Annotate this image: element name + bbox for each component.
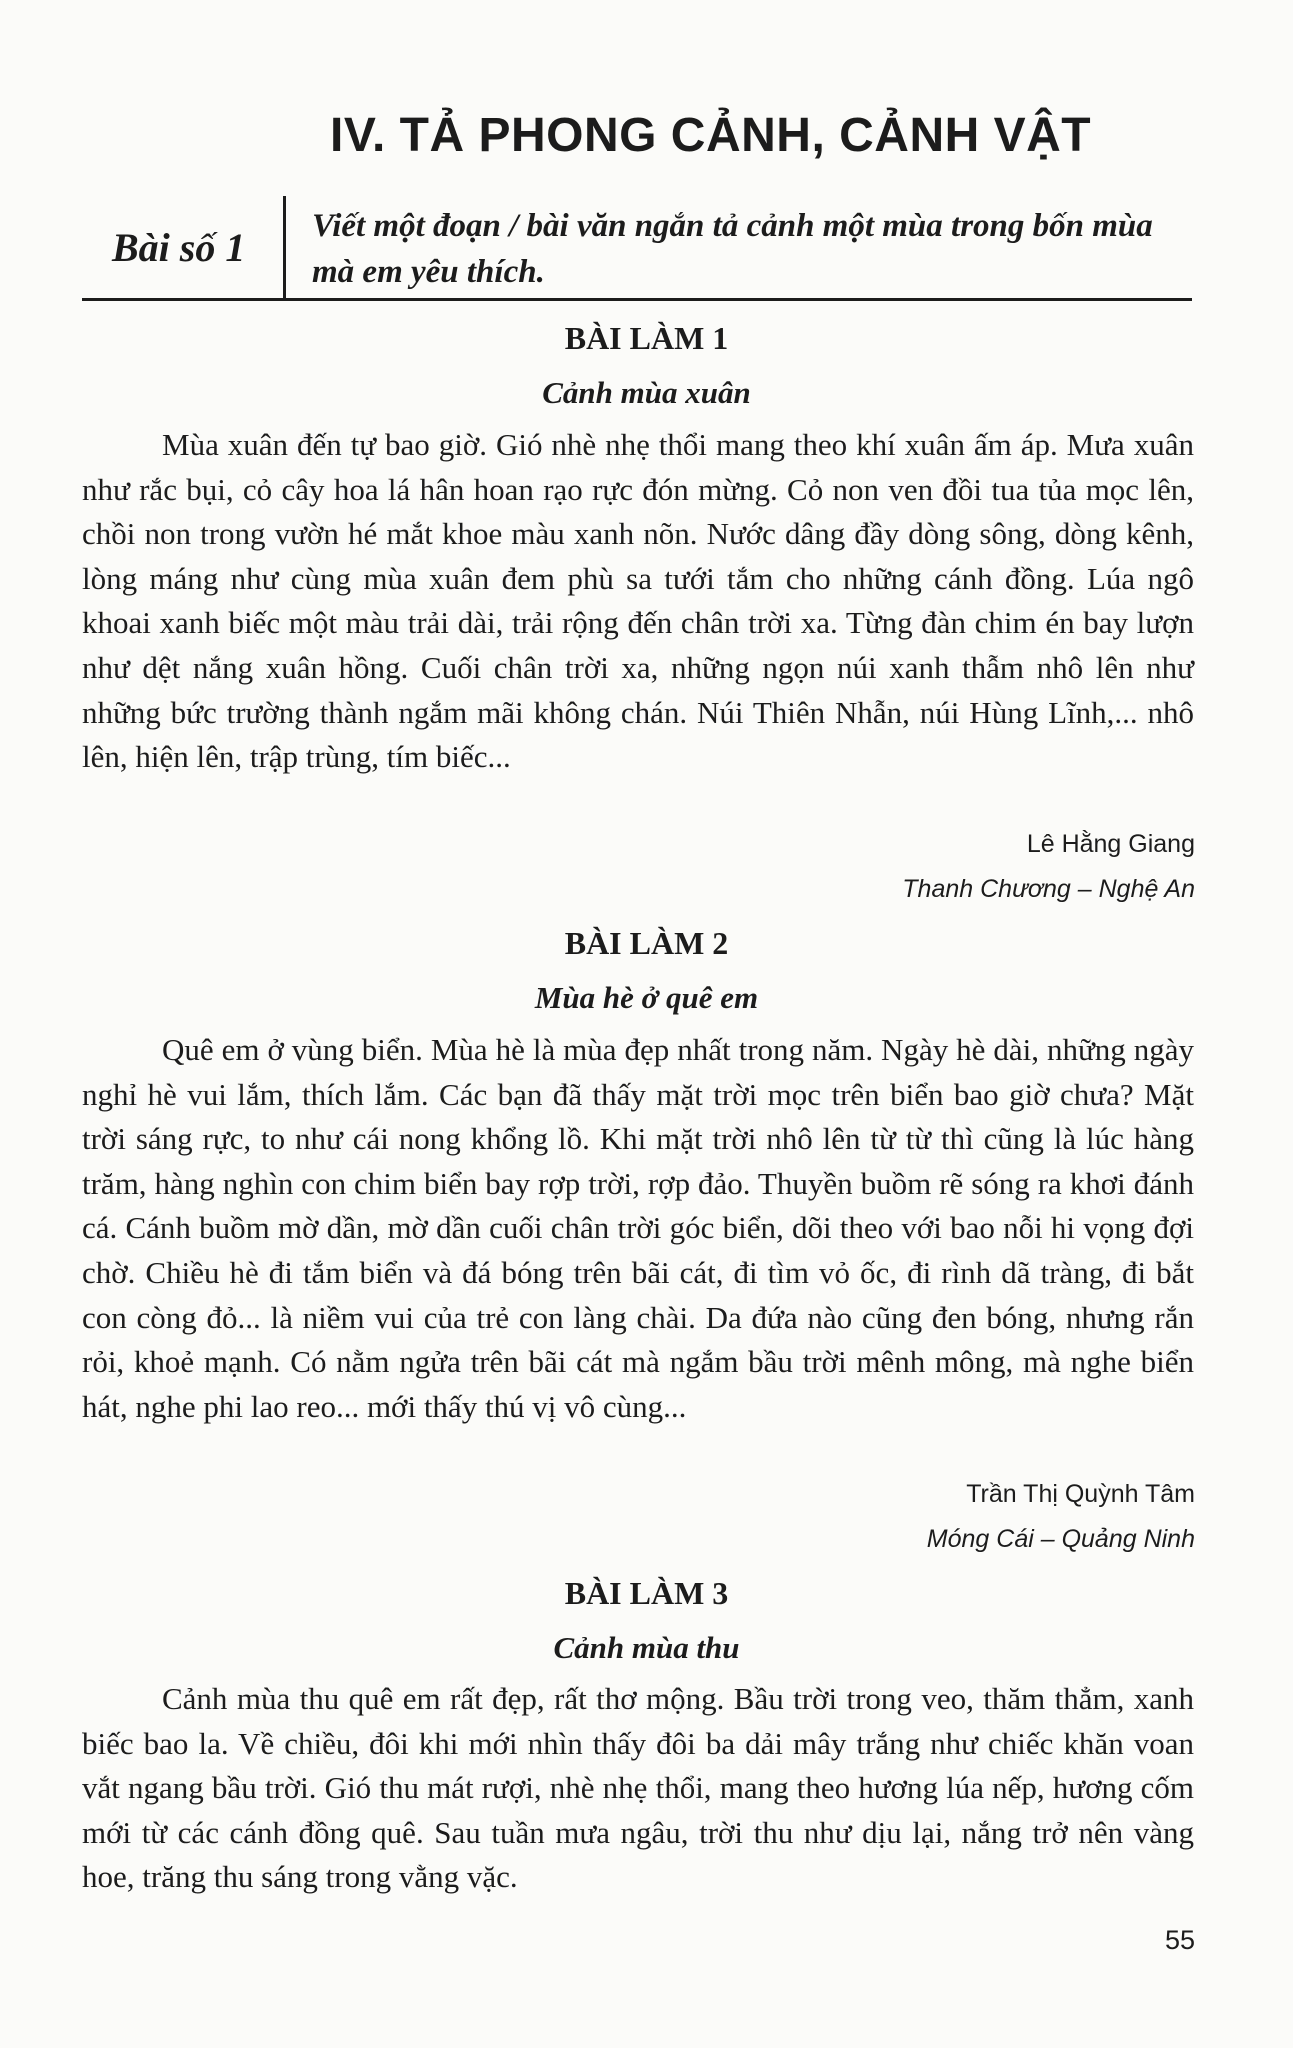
essay-1-place: Thanh Chương – Nghệ An [902, 875, 1195, 903]
essay-2-place: Móng Cái – Quảng Ninh [926, 1525, 1195, 1553]
essay-2-subtitle: Mùa hè ở quê em [534, 980, 759, 1015]
horizontal-rule [82, 298, 1192, 301]
essay-1-heading: BÀI LÀM 1 [564, 320, 729, 356]
essay-2-author: Trần Thị Quỳnh Tâm [966, 1480, 1195, 1508]
essay-1-author: Lê Hằng Giang [1026, 830, 1195, 858]
essay-3-text: Cảnh mùa thu quê em rất đẹp, rất thơ mộng. Bầu trời trong veo, thăm thẳm, xanh biếc bao la. Về chiều, đôi khi mới nhìn thấy đôi ba dải mây trắng như chiếc khăn voan vắt ngang bầu trời. Gió thu mát rượi, nhè nhẹ thổi, mang theo hương lúa nếp, hương cốm mới từ các cánh đồng quê. Sau tuần mưa ngâu, trời thu như dịu lại, nắng trở nên vàng hoe, trăng thu sáng trong vằng vặc. [82, 1681, 1194, 1895]
essay-2-text: Quê em ở vùng biển. Mùa hè là mùa đẹp nhất trong năm. Ngày hè dài, những ngày nghỉ hè vui lắm, thích lắm. Các bạn đã thấy mặt trời mọc trên biển bao giờ chưa? Mặt trời sáng rực, to như cái nong khổng lồ. Khi mặt trời nhô lên từ từ thì cũng là lúc hàng trăm, hàng nghìn con chim biển bay rợp trời, rợp đảo. Thuyền buồm rẽ sóng ra khơi đánh cá. Cánh buồm mờ dần, mờ dần cuối chân trời góc biển, dõi theo với bao nỗi hi vọng đợi chờ. Chiều hè đi tắm biển và đá bóng trên bãi cát, đi tìm vỏ ốc, đi rình dã tràng, đi bắt con còng đỏ... là niềm vui của trẻ con làng chài. Da đứa nào cũng đen bóng, nhưng rắn rỏi, khoẻ mạnh. Có nằm ngửa trên bãi cát mà ngắm bầu trời mênh mông, mà nghe biển hát, nghe phi lao reo... mới thấy thú vị vô cùng... [82, 1032, 1194, 1424]
essay-3-subtitle: Cảnh mùa thu [553, 1630, 740, 1665]
page-number: 55 [1164, 1925, 1195, 1955]
essay-3-heading: BÀI LÀM 3 [564, 1575, 729, 1611]
section-title: IV. TẢ PHONG CẢNH, CẢNH VẬT [330, 109, 1092, 162]
exercise-prompt: Viết một đoạn / bài văn ngắn tả cảnh một mùa trong bốn mùa mà em yêu thích. [312, 208, 1153, 290]
exercise-label: Bài số 1 [112, 225, 246, 270]
essay-1-subtitle: Cảnh mùa xuân [542, 375, 751, 410]
essay-2-heading: BÀI LÀM 2 [564, 925, 729, 961]
vertical-divider [283, 196, 286, 298]
essay-1-text: Mùa xuân đến tự bao giờ. Gió nhè nhẹ thổi mang theo khí xuân ấm áp. Mưa xuân như rắc bụi, cỏ cây hoa lá hân hoan rạo rực đón mừng. Cỏ non ven đồi tua tủa mọc lên, chồi non trong vườn hé mắt khoe màu xanh nõn. Nước dâng đầy dòng sông, dòng kênh, lòng máng như cùng mùa xuân đem phù sa tưới tắm cho những cánh đồng. Lúa ngô khoai xanh biếc một màu trải dài, trải rộng đến chân trời xa. Từng đàn chim én bay lượn như dệt nắng xuân hồng. Cuối chân trời xa, những ngọn núi xanh thẫm nhô lên như những bức trường thành ngắm mãi không chán. Núi Thiên Nhẫn, núi Hùng Lĩnh,... nhô lên, hiện lên, trập trùng, tím biếc... [82, 427, 1194, 775]
